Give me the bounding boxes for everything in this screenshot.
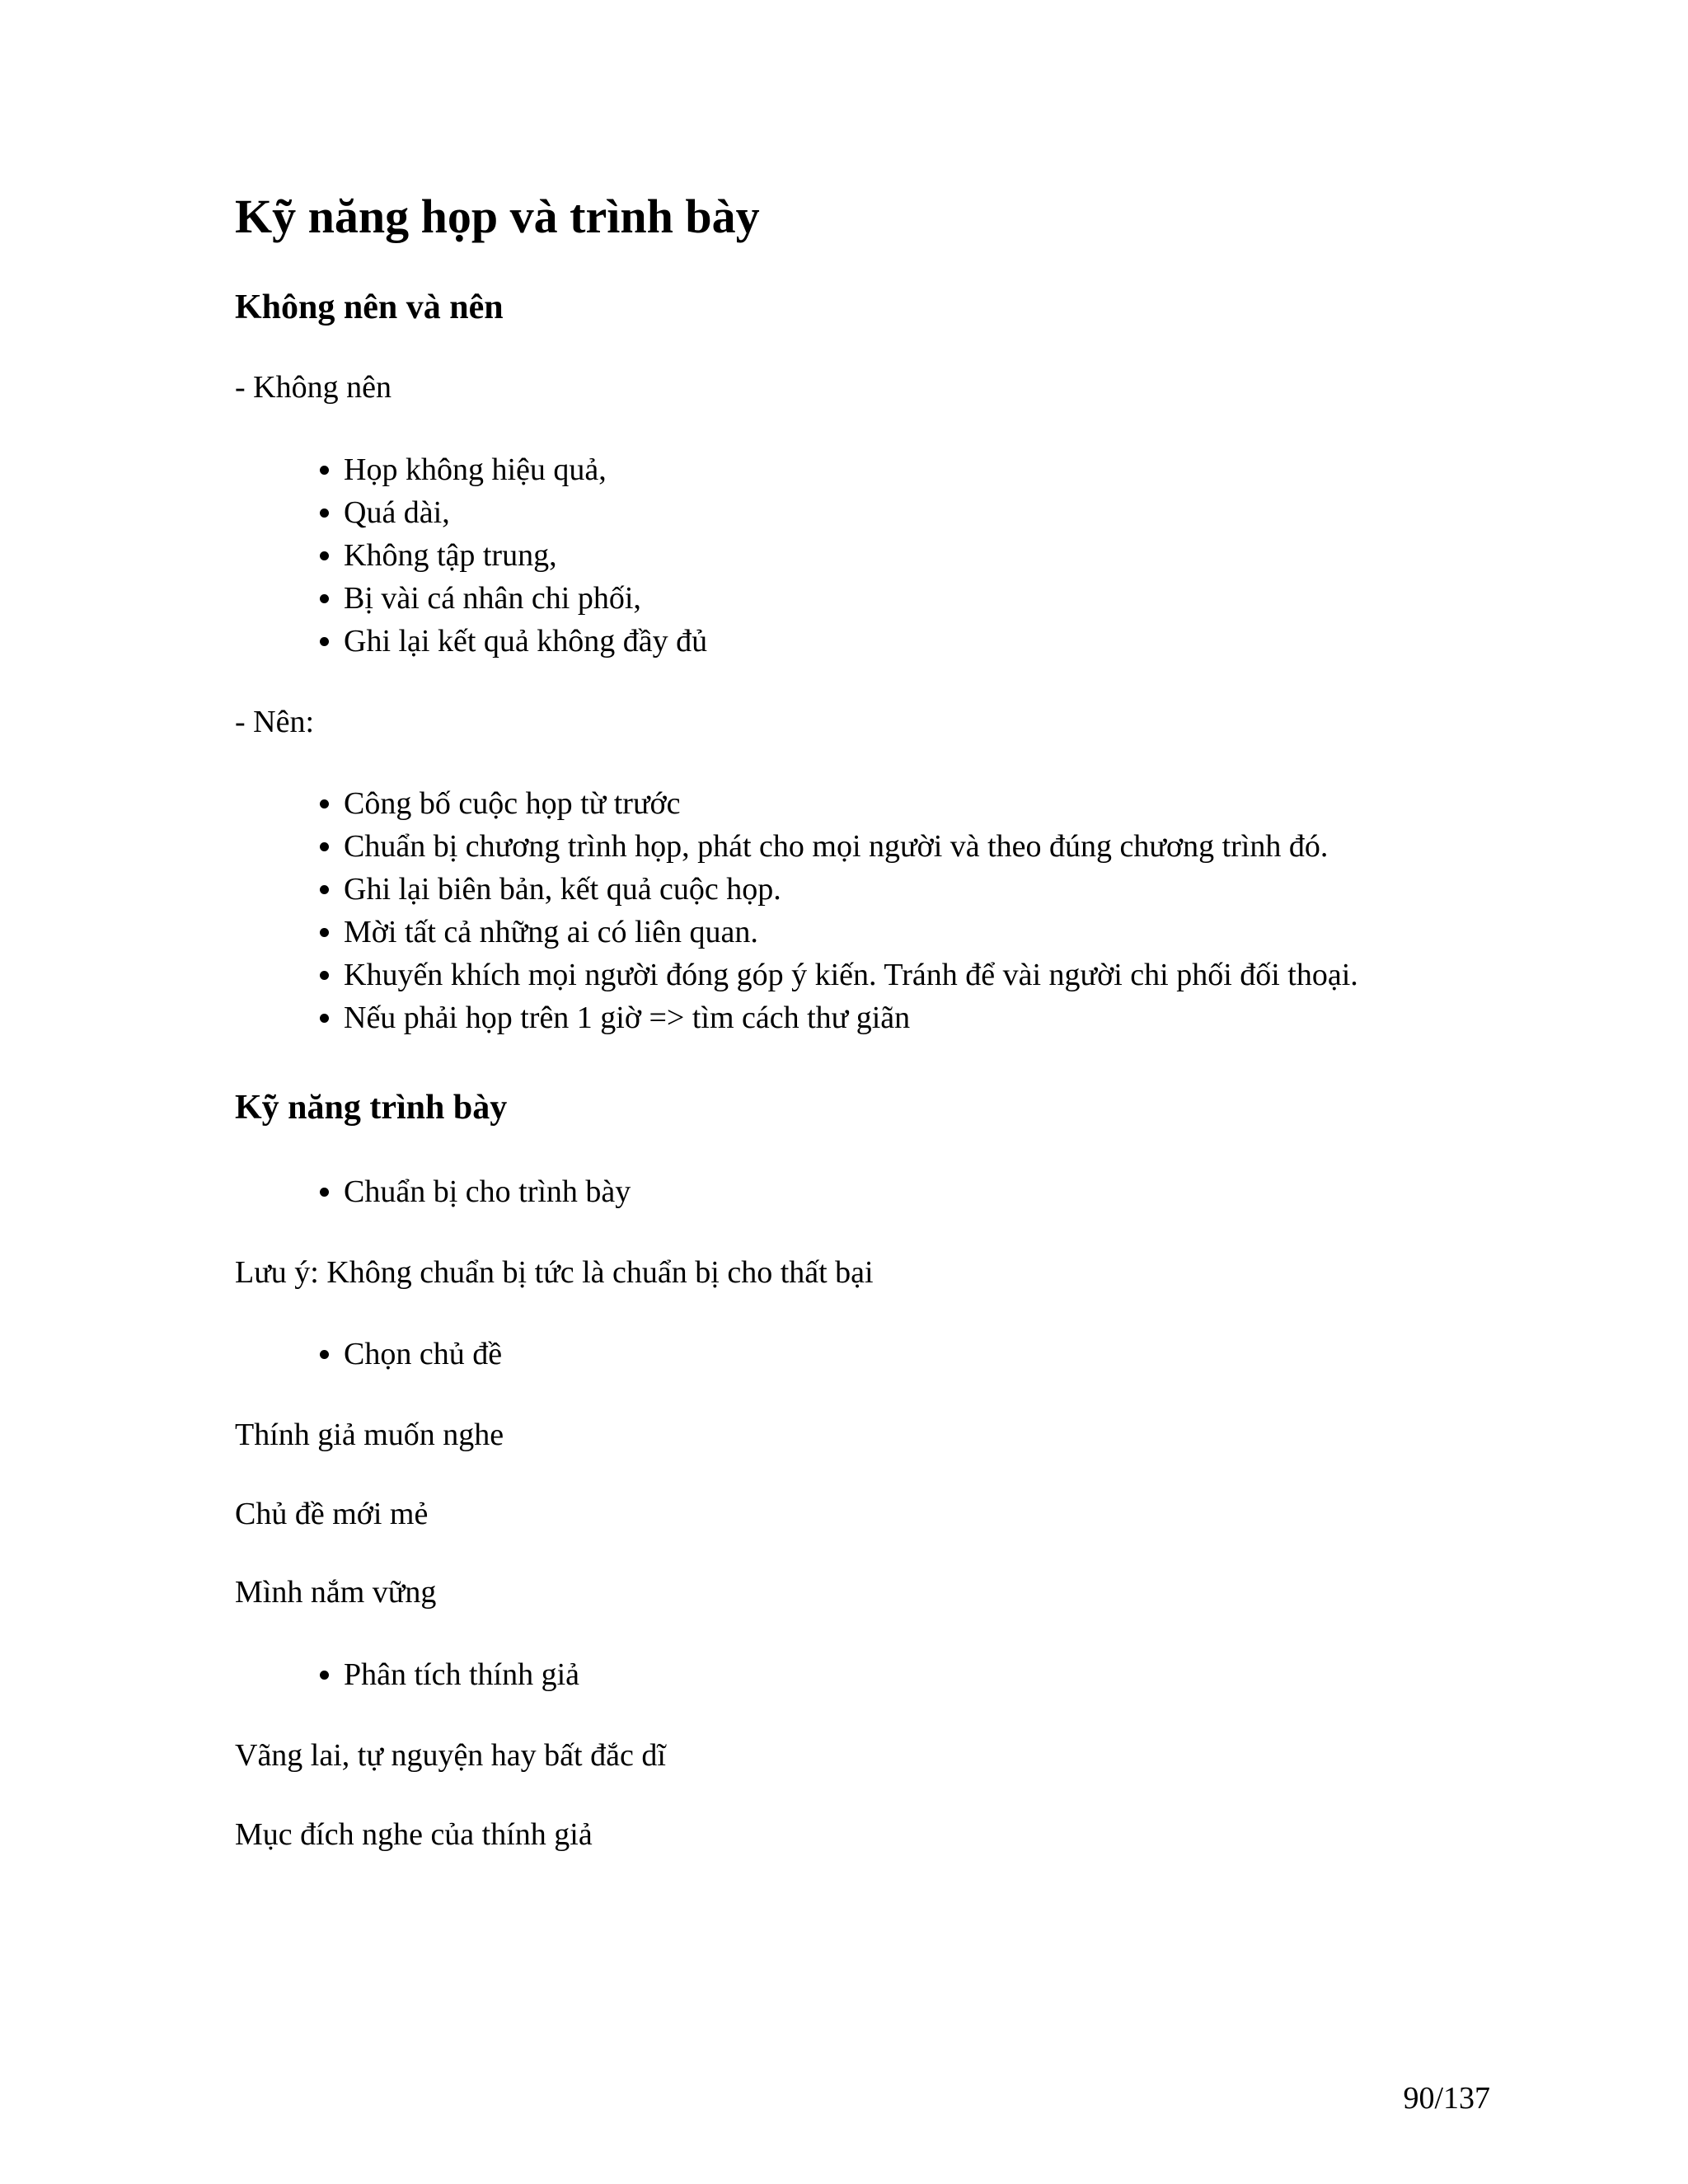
list-item: • Ghi lại kết quả không đầy đủ (344, 620, 1521, 663)
presentation-bullet-audience (235, 1653, 1521, 1696)
do-list (235, 782, 1521, 1039)
section-heading-dos-donts: Không nên và nên (235, 288, 504, 326)
list-item: • Công bố cuộc họp từ trước (344, 782, 1521, 825)
list-item: • Chọn chủ đề (344, 1333, 1521, 1376)
list-item: • Ghi lại biên bản, kết quả cuộc họp. (344, 868, 1521, 911)
list-item: • Nếu phải họp trên 1 giờ => tìm cách thư giãn (344, 996, 1521, 1039)
do-label: - Nên: (235, 704, 315, 739)
topic-line: Thính giả muốn nghe (235, 1418, 504, 1453)
dont-label: - Không nên (235, 369, 392, 405)
list-item: • Mời tất cả những ai có liên quan. (344, 911, 1521, 954)
topic-line: Mình nắm vững (235, 1575, 437, 1610)
topic-line: Chủ đề mới mẻ (235, 1496, 429, 1531)
presentation-bullet-prepare (235, 1170, 1521, 1213)
list-item: • Không tập trung, (344, 534, 1521, 577)
list-item: • Bị vài cá nhân chi phối, (344, 577, 1521, 620)
dont-list (235, 448, 1521, 663)
list-item: • Phân tích thính giả (344, 1653, 1521, 1696)
audience-line: Vãng lai, tự nguyện hay bất đắc dĩ (235, 1737, 666, 1773)
note-text: Lưu ý: Không chuẩn bị tức là chuẩn bị cho thất bại (235, 1254, 874, 1290)
list-item: • Khuyến khích mọi người đóng góp ý kiến. Tránh để vài người chi phối đối thoại. (344, 954, 1521, 996)
page-title: Kỹ năng họp và trình bày (235, 190, 760, 243)
list-item: • Chuẩn bị cho trình bày (344, 1170, 1521, 1213)
section-heading-presentation: Kỹ năng trình bày (235, 1089, 508, 1127)
list-item: • Họp không hiệu quả, (344, 448, 1521, 491)
page-content (235, 188, 1521, 1895)
list-item: • Quá dài, (344, 491, 1521, 534)
presentation-bullet-topic (235, 1333, 1521, 1376)
audience-line: Mục đích nghe của thính giả (235, 1816, 593, 1852)
page-number: 90/137 (1403, 2081, 1490, 2116)
list-item: • Chuẩn bị chương trình họp, phát cho mọi người và theo đúng chương trình đó. (344, 825, 1521, 868)
